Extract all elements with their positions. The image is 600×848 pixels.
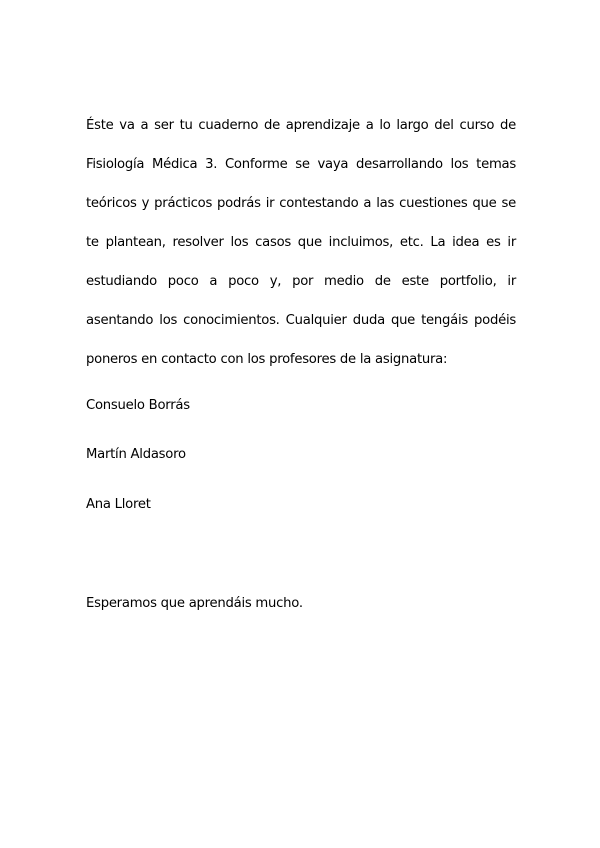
intro-line: Éste va a ser tu cuaderno de aprendizaje a lo largo del curso de (86, 118, 516, 133)
professor-name: Martín Aldasoro (86, 447, 186, 462)
intro-line: poneros en contacto con los profesores de la asignatura: (86, 352, 448, 367)
professor-name: Consuelo Borrás (86, 398, 190, 413)
intro-line: te plantean, resolver los casos que incluimos, etc. La idea es ir (86, 235, 516, 250)
professor-name: Ana Lloret (86, 497, 151, 512)
intro-line: Fisiología Médica 3. Conforme se vaya desarrollando los temas (86, 157, 516, 172)
intro-line: teóricos y prácticos podrás ir contestando a las cuestiones que se (86, 196, 516, 211)
closing-line: Esperamos que aprendáis mucho. (86, 596, 303, 611)
intro-line: asentando los conocimientos. Cualquier duda que tengáis podéis (86, 313, 516, 328)
intro-paragraph (86, 106, 516, 379)
intro-line: estudiando poco a poco y, por medio de este portfolio, ir (86, 274, 516, 289)
